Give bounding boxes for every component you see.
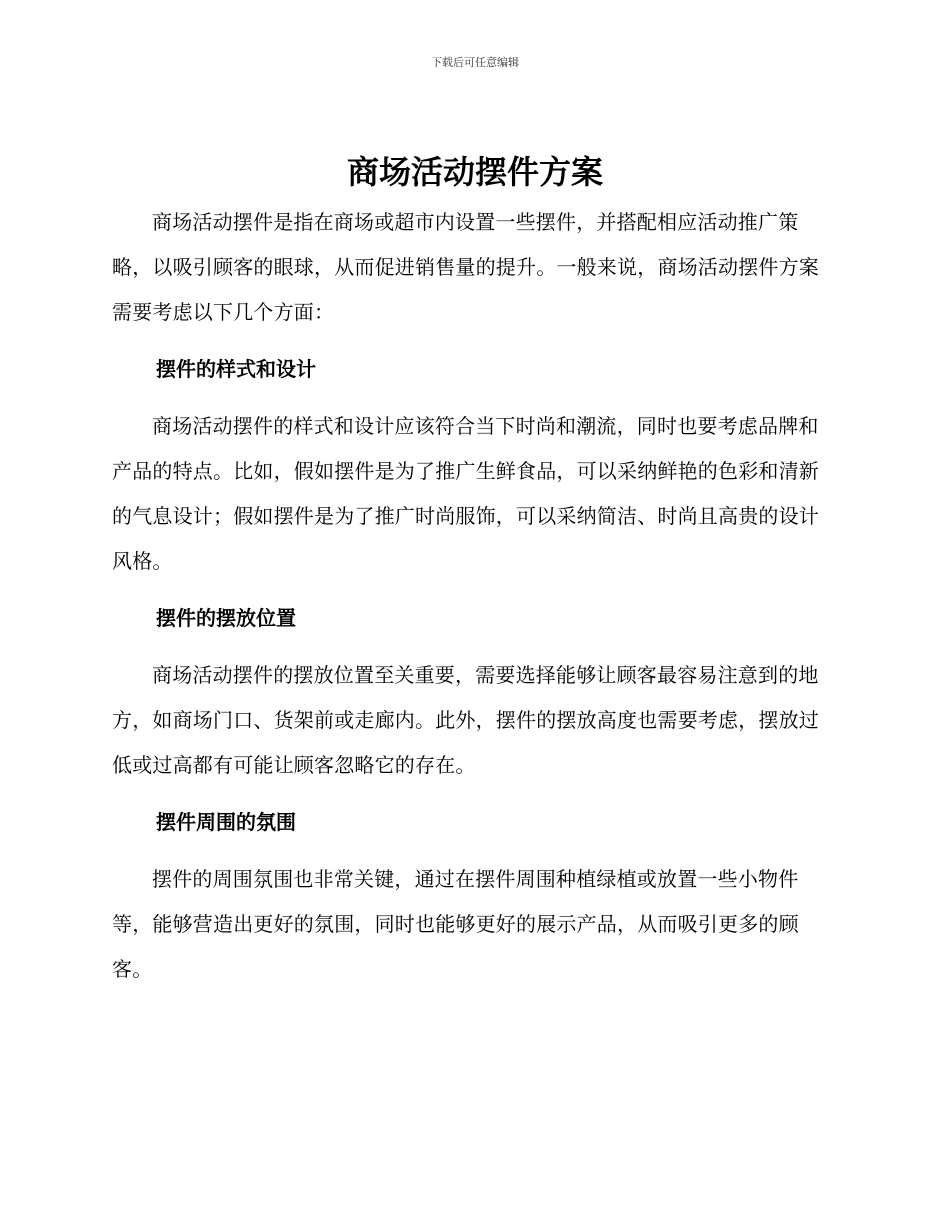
section-paragraph: 摆件的周围氛围也非常关键，通过在摆件周围种植绿植或放置一些小物件等，能够营造出更好的氛围，同时也能够更好的展示产品，从而吸引更多的顾客。 — [112, 867, 799, 981]
header-note: 下载后可任意编辑 — [431, 56, 519, 69]
section-heading: 摆件的样式和设计 — [156, 357, 316, 381]
section-paragraph: 商场活动摆件的样式和设计应该符合当下时尚和潮流，同时也要考虑品牌和产品的特点。比如，假如摆件是为了推广生鲜食品，可以采纳鲜艳的色彩和清新的气息设计；假如摆件是为了推广时尚服饰，可以采纳简洁、时尚且高贵的设计风格。 — [112, 414, 819, 573]
section-heading: 摆件的摆放位置 — [156, 606, 296, 630]
spacer — [112, 584, 832, 596]
document-body — [112, 200, 832, 992]
document-title: 商场活动摆件方案 — [346, 153, 603, 191]
spacer — [112, 788, 832, 800]
section-paragraph: 商场活动摆件的摆放位置至关重要，需要选择能够让顾客最容易注意到的地方，如商场门口、货架前或走廊内。此外，摆件的摆放高度也需要考虑，摆放过低或过高都有可能让顾客忽略它的存在。 — [112, 663, 819, 777]
intro-paragraph: 商场活动摆件是指在商场或超市内设置一些摆件，并搭配相应活动推广策略，以吸引顾客的眼球，从而促进销售量的提升。一般来说，商场活动摆件方案需要考虑以下几个方面： — [112, 210, 819, 324]
spacer — [112, 335, 832, 347]
section-heading: 摆件周围的氛围 — [156, 810, 296, 834]
